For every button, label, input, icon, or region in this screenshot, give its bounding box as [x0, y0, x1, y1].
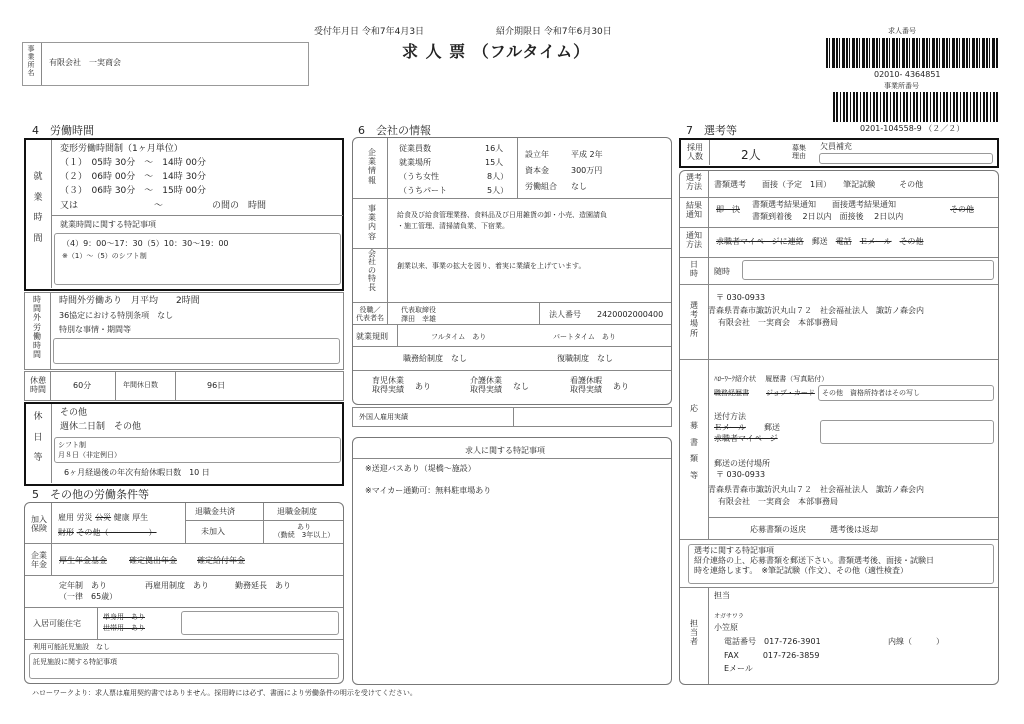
holiday-3: シフト制 — [58, 441, 86, 449]
selection-special: 選考に関する特記事項 紹介連絡の上、応募書類を郵送下さい。書類選考後、面接・試験日 時を連絡します。 ※筆記試験（作文）、その他（適性検査） — [694, 546, 934, 575]
work-system: 変形労働時間制（1ヶ月単位） — [60, 144, 183, 154]
work-hours-special-1: （4）9：00～17：30（5）10：30～19：00 — [62, 239, 229, 248]
notice-tel: 電話 — [835, 237, 852, 246]
overtime-label: 時 間 外 労 働 時 間 — [33, 295, 41, 360]
section-5-title: 5 その他の労働条件等 — [32, 488, 149, 501]
job-pay-system: 職務給制度 なし — [403, 354, 467, 363]
mail-address-label: 郵送の送付場所 — [714, 459, 770, 468]
working-hours-box — [24, 138, 344, 291]
pension-2: 確定拠出年金 — [129, 556, 177, 565]
staff-email: Eメール — [724, 664, 753, 673]
company-info-label: 企 業 情 報 — [368, 148, 376, 185]
recruit-reason-label: 募集 理由 — [792, 144, 806, 161]
office-label: 事 業 所 名 — [27, 45, 35, 78]
work-rules-full: フルタイム あり — [431, 333, 487, 341]
capital-value: 300万円 — [571, 166, 603, 175]
result-other: その他 — [950, 205, 974, 214]
referral-deadline: 紹介期限日 令和7年6月30日 — [496, 27, 612, 37]
docs-4: その他 資格所持者はその写し — [822, 389, 920, 397]
office-box — [22, 42, 309, 86]
annual-holidays-value: 96日 — [207, 381, 226, 390]
staff-tel: 電話番号 017-726-3901 — [724, 637, 821, 646]
job-special-title: 求人に関する特記事項 — [465, 446, 545, 455]
place-2: 青森県青森市諏訪沢丸山７２ 社会福祉法人 諏訪ノ森会内 — [708, 306, 924, 315]
union-label: 労働組合 — [525, 182, 557, 191]
ins-kosai: 公災 — [95, 513, 112, 522]
work-rules-label: 就業規則 — [356, 332, 388, 341]
retire-system-value: あり （勤続 3年以上） — [273, 523, 335, 540]
part-value: 5人） — [487, 186, 509, 195]
shift-3: （３） 06時 30分 ～ 15時 00分 — [60, 186, 207, 196]
work-hours-special-label: 就業時間に関する特記事項 — [60, 220, 156, 229]
business-value: 給食及び給食管理業務、食料品及び日用雑貨の卸・小売、造園請負 ・施工管理、清掃請負業、下宿業。 — [397, 211, 607, 230]
capital-label: 資本金 — [525, 166, 549, 175]
staff-fax: FAX 017-726-3859 — [724, 651, 820, 660]
selection-method-label: 選考 方法 — [686, 173, 702, 192]
staff-title: 担当 — [714, 591, 730, 600]
notice-method-label: 通知 方法 — [686, 231, 702, 250]
staff-label: 担 当 者 — [690, 619, 698, 647]
corporate-number: 2420002000400 — [597, 310, 664, 319]
female-value: 8人） — [487, 172, 509, 181]
employees-value: 16人 — [485, 144, 504, 153]
work-hours-special-2: ※（1）～（5）のシフト制 — [62, 252, 147, 260]
company-info-box — [352, 137, 672, 405]
hiring-count-label: 採用 人数 — [687, 143, 703, 162]
site-employees-label: 就業場所 — [399, 158, 431, 167]
result-notice-label: 結果 通知 — [686, 201, 702, 220]
ins-line1b: 健康 厚生 — [113, 513, 149, 522]
hiring-count-box — [679, 138, 999, 168]
break-label: 休憩 時間 — [30, 376, 46, 395]
date-value: 随時 — [714, 267, 730, 276]
retire-mutual-label: 退職金共済 — [195, 507, 235, 516]
care-leave-value: なし — [513, 382, 529, 391]
care-leave-label: 介護休業 取得実績 — [470, 376, 502, 395]
send-post: 郵送 — [764, 423, 780, 432]
retire-system-label: 退職金制度 — [277, 507, 317, 516]
section-4-title: 4 労働時間 — [32, 124, 94, 137]
ins-line1: 雇用 労災 — [58, 513, 93, 522]
overtime-2: 36協定における特別条項 なし — [59, 311, 174, 320]
housing-label: 入居可能住宅 — [33, 619, 81, 628]
work-hours-label: 就 業 時 間 — [33, 172, 43, 245]
notice-mail: 郵送 — [811, 237, 828, 246]
job-special-box — [352, 437, 672, 685]
selection-place-label: 選 考 場 所 — [690, 301, 698, 338]
mail-address-1: 〒 030-0933 — [716, 470, 766, 479]
childcare-special: 託児施設に関する特記事項 — [33, 658, 117, 666]
shift-1: （１） 05時 30分 ～ 14時 00分 — [60, 158, 207, 168]
work-rules-part: パートタイム あり — [553, 333, 616, 341]
staff-name: 小笠原 — [714, 623, 738, 632]
office-number-label: 事業所番号 — [884, 82, 919, 90]
mail-address-2: 青森県青森市諏訪沢丸山７２ 社会福祉法人 諏訪ノ森会内 — [708, 485, 924, 494]
nursing-leave-value: あり — [613, 382, 629, 391]
corporate-number-label: 法人番号 — [549, 310, 581, 319]
retire-mutual-value: 未加入 — [201, 527, 225, 536]
footer-note: ハローワークより：求人票は雇用契約書ではありません。採用時には必ず、書面により労働条件の明示を受けてください。 — [32, 689, 417, 697]
break-value: 60分 — [73, 381, 92, 390]
insurance-label: 加入 保険 — [31, 515, 47, 534]
employees-label: 従業員数 — [399, 144, 431, 153]
holiday-1: その他 — [60, 408, 88, 418]
tilde: ～ — [154, 201, 164, 211]
housing-single: 単身用 あり — [103, 613, 145, 621]
holiday-4: 月８日（非定例日） — [58, 451, 121, 459]
business-label: 事 業 内 容 — [368, 204, 376, 241]
job-special-1: ※送迎バスあり（堤橋～施設） — [365, 464, 476, 473]
established-value: 平成 2年 — [571, 150, 603, 159]
notice-email: Ｅメール — [859, 237, 892, 246]
docs-2: 職務経歴書 — [714, 389, 749, 397]
job-special-2: ※マイカー通勤可：無料駐車場あり — [365, 486, 492, 495]
ins-other: その他（ ） — [76, 528, 157, 537]
childcare-facility: 利用可能託児施設 なし — [33, 643, 110, 651]
reception-date: 受付年月日 令和7年4月3日 — [314, 27, 425, 37]
break-box — [24, 371, 344, 401]
holidays-box — [24, 402, 344, 486]
paid-leave: 6ヶ月経過後の年次有給休暇日数 10 日 — [64, 468, 210, 477]
place-3: 有限会社 一実商会 本部事務局 — [718, 318, 838, 327]
application-docs-label: 応 募 書 類 等 — [690, 404, 698, 481]
mail-address-3: 有限会社 一実商会 本部事務局 — [718, 497, 838, 506]
holidays-label: 休 日 等 — [33, 412, 43, 464]
office-number: 0201-104558-9 （２／２） — [860, 124, 965, 133]
representative-name: 澤田 幸雄 — [401, 315, 436, 323]
foreign-employment-box — [352, 407, 672, 427]
between-hours: の間の 時間 — [212, 201, 267, 211]
selection-box — [679, 170, 999, 685]
job-number: 02010- 4364851 — [874, 70, 941, 79]
return-system: 復職制度 なし — [557, 354, 613, 363]
recruit-reason: 欠員補充 — [820, 142, 852, 151]
features-label: 会 社 の 特 長 — [368, 249, 376, 292]
conditions-box — [24, 502, 344, 684]
ins-zaikei: 財形 — [58, 528, 74, 537]
retirement-age-sub: （一律 65歳） — [59, 592, 118, 601]
representative-title: 代表取締役 — [401, 306, 436, 314]
holiday-2: 週休二日制 その他 — [60, 422, 142, 432]
docs-3: ジョブ・カード — [766, 389, 815, 397]
job-number-barcode — [826, 38, 998, 68]
send-mypage: 求職者マイページ — [714, 434, 778, 443]
housing-family: 世帯用 あり — [103, 624, 145, 632]
site-employees-value: 15人 — [485, 158, 504, 167]
section-7-title: 7 選考等 — [686, 124, 737, 137]
office-name: 有限会社 一実商会 — [49, 58, 121, 67]
childcare-leave-value: あり — [415, 382, 431, 391]
union-value: なし — [571, 182, 587, 191]
matawa: 又は — [60, 201, 79, 211]
overtime-3: 特別な事情・期間等 — [59, 325, 131, 334]
page-title: 求 人 票 （フルタイム） — [402, 42, 591, 61]
place-1: 〒 030-0933 — [716, 293, 766, 302]
nursing-leave-label: 看護休暇 取得実績 — [570, 376, 602, 395]
established-label: 設立年 — [525, 150, 549, 159]
annual-holidays-label: 年間休日数 — [123, 381, 158, 389]
retirement-age: 定年制 あり — [59, 581, 107, 590]
selection-method: 書類選考 面接（予定 1回） 筆記試験 その他 — [714, 180, 924, 189]
docs-1: ﾊﾛｰﾜｰｸ紹介状 履歴書（写真貼付） — [714, 375, 829, 383]
rehire-system: 再雇用制度 あり — [145, 581, 209, 590]
representative-label: 役職／ 代表者名 — [356, 306, 384, 323]
section-6-title: 6 会社の情報 — [358, 124, 431, 137]
overtime-1: 時間外労働あり 月平均 2時間 — [59, 296, 200, 306]
shift-2: （２） 06時 00分 ～ 14時 30分 — [60, 172, 207, 182]
office-number-barcode — [833, 92, 998, 122]
pension-3: 確定給付年金 — [197, 556, 245, 565]
pension-1: 厚生年金基金 — [59, 556, 107, 565]
job-number-label: 求人番号 — [888, 27, 916, 35]
female-label: （うち女性 — [399, 172, 439, 181]
notice-other: その他 — [899, 237, 924, 246]
result-immediate: 即 決 — [716, 205, 740, 214]
childcare-leave-label: 育児休業 取得実績 — [372, 376, 404, 395]
overtime-box — [24, 292, 344, 370]
staff-kana: オガサワラ — [714, 613, 744, 620]
work-extension: 勤務延長 あり — [235, 581, 291, 590]
date-label: 日 時 — [690, 260, 698, 279]
send-email: Ｅメール — [714, 423, 746, 432]
part-label: （うちパート — [399, 186, 447, 195]
hiring-count: 2人 — [741, 148, 761, 162]
result-notice-1: 書類選考結果通知 面接選考結果通知 — [752, 200, 896, 209]
pension-label: 企業 年金 — [31, 551, 47, 570]
foreign-employment: 外国人雇用実績 — [359, 413, 408, 421]
features-value: 創業以来、事業の拡大を図り、着実に業績を上げています。 — [397, 262, 586, 270]
staff-extension: 内線（ ） — [888, 637, 944, 646]
result-notice-2: 書類到着後 2日以内 面接後 2日以内 — [752, 212, 904, 221]
send-method-label: 送付方法 — [714, 412, 746, 421]
return-docs: 応募書類の返戻 選考後は返却 — [750, 525, 878, 534]
notice-mypage: 求職者マイページに連絡 — [716, 237, 804, 246]
